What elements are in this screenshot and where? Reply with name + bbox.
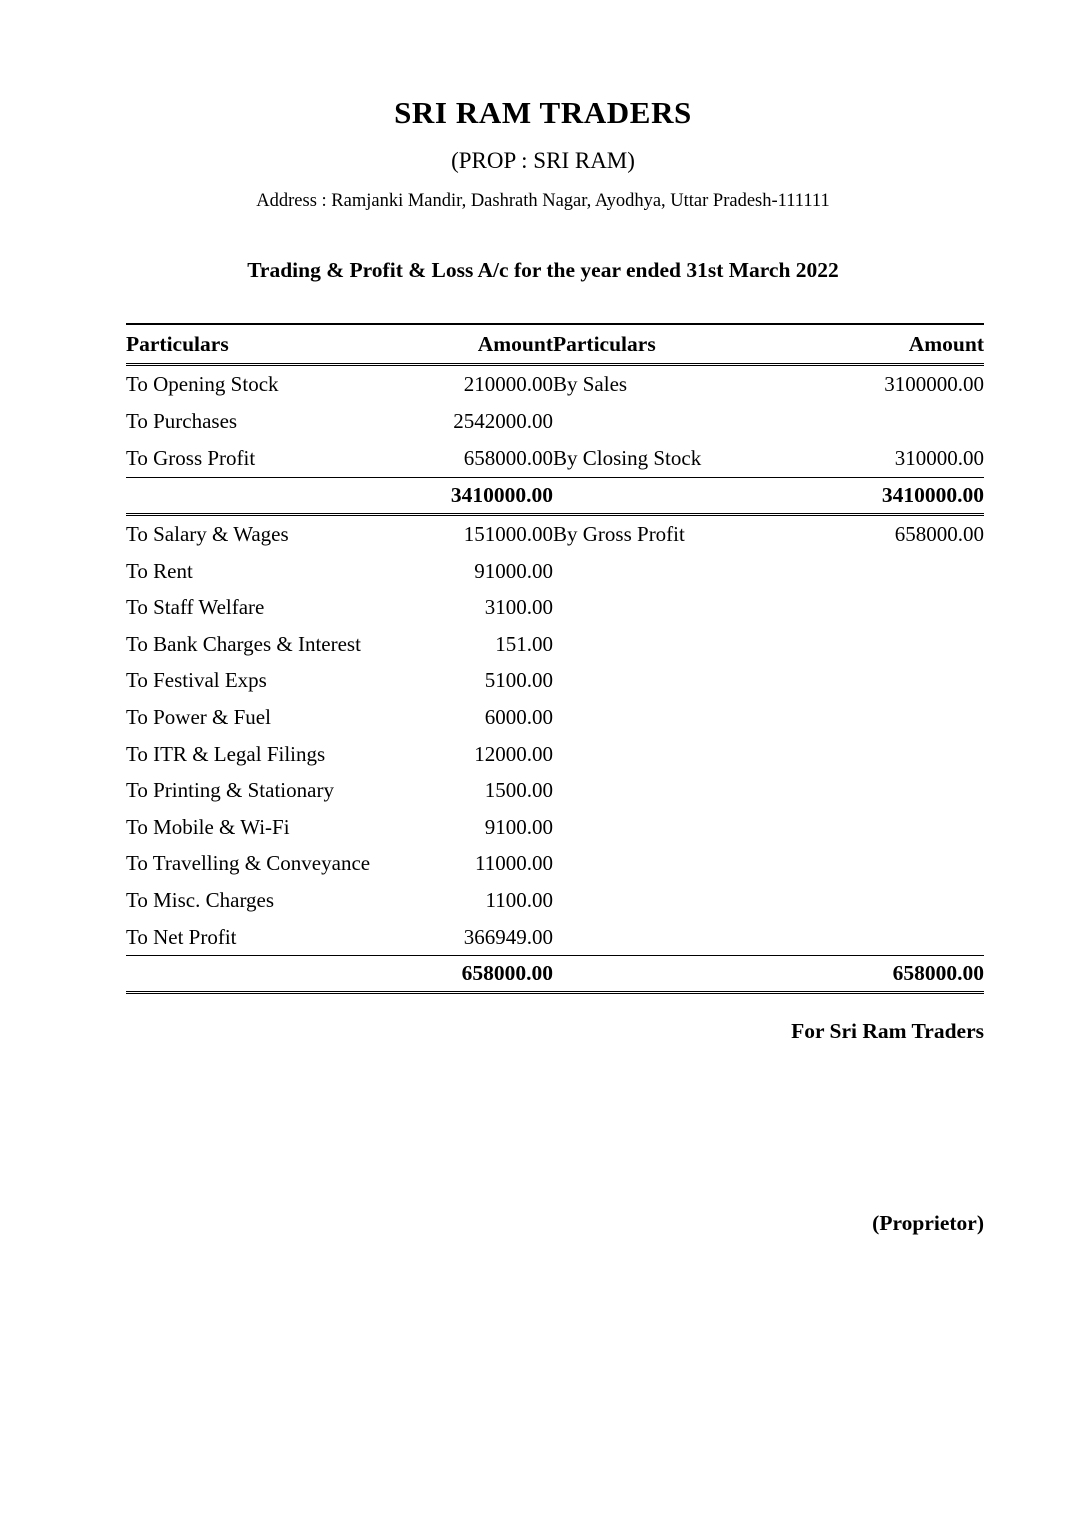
row-amount-credit xyxy=(838,553,984,590)
table-header-row xyxy=(126,324,984,365)
row-amount-credit xyxy=(838,662,984,699)
row-label-debit: To Power & Fuel xyxy=(126,704,271,729)
row-label-debit: To Purchases xyxy=(126,409,238,434)
row-amount-debit: 210000.00 xyxy=(463,372,553,397)
row-label-credit xyxy=(553,589,838,626)
row-label-credit xyxy=(553,699,838,736)
row-amount-credit: 3100000.00 xyxy=(884,372,984,397)
row-label-credit xyxy=(553,403,838,440)
total-label-credit xyxy=(553,956,838,993)
total-label-credit xyxy=(553,477,838,514)
row-label-debit: To ITR & Legal Filings xyxy=(126,741,326,766)
table-row xyxy=(126,440,984,477)
row-label-debit: To Opening Stock xyxy=(126,372,279,397)
row-amount-debit: 658000.00 xyxy=(429,440,553,477)
column-header-particulars-left: Particulars xyxy=(126,324,429,365)
table-row xyxy=(126,403,984,440)
table-row xyxy=(126,589,984,626)
row-amount-credit xyxy=(838,772,984,809)
signature-for-line: For Sri Ram Traders xyxy=(791,1019,984,1043)
row-label-debit: To Gross Profit xyxy=(126,440,429,477)
letterhead xyxy=(0,0,1086,212)
row-amount-debit: 5100.00 xyxy=(484,668,553,693)
row-label-credit xyxy=(553,736,838,773)
row-amount-credit xyxy=(838,809,984,846)
row-label-credit xyxy=(553,553,838,590)
row-amount-debit: 9100.00 xyxy=(484,814,553,839)
ledger-container xyxy=(126,323,984,994)
table-row xyxy=(126,514,984,553)
trading-profit-loss-table xyxy=(126,323,984,994)
row-amount-debit: 6000.00 xyxy=(484,704,553,729)
total-amount-credit: 3410000.00 xyxy=(838,477,984,514)
row-amount-credit: 658000.00 xyxy=(894,521,984,546)
profit-loss-total-row xyxy=(126,956,984,993)
row-amount-debit: 366949.00 xyxy=(429,919,553,956)
table-row xyxy=(126,882,984,919)
row-amount-credit xyxy=(838,919,984,956)
row-amount-debit: 11000.00 xyxy=(475,851,553,876)
row-amount-debit: 3100.00 xyxy=(484,595,553,620)
row-label-credit xyxy=(553,662,838,699)
row-amount-credit xyxy=(838,736,984,773)
row-amount-credit xyxy=(838,699,984,736)
table-row-net-profit xyxy=(126,919,984,956)
row-label-debit: To Salary & Wages xyxy=(126,521,289,546)
table-row xyxy=(126,772,984,809)
row-label-debit: To Festival Exps xyxy=(126,668,267,693)
table-row xyxy=(126,699,984,736)
row-label-credit xyxy=(553,626,838,663)
row-amount-debit: 151.00 xyxy=(495,631,553,656)
column-header-particulars-right: Particulars xyxy=(553,324,838,365)
row-amount-credit xyxy=(838,882,984,919)
statement-title: Trading & Profit & Loss A/c for the year ended 31st March 2022 xyxy=(247,257,839,282)
trading-account-total-row xyxy=(126,477,984,514)
total-label-debit xyxy=(126,956,429,993)
table-row xyxy=(126,736,984,773)
row-amount-debit: 1500.00 xyxy=(484,778,553,803)
total-amount-debit: 3410000.00 xyxy=(429,477,553,514)
table-row xyxy=(126,626,984,663)
table-row xyxy=(126,553,984,590)
row-label-debit: To Bank Charges & Interest xyxy=(126,631,361,656)
table-row xyxy=(126,845,984,882)
row-label-credit: By Sales xyxy=(553,372,628,397)
column-header-amount-left: Amount xyxy=(429,324,553,365)
row-label-credit xyxy=(553,809,838,846)
signature-block xyxy=(0,1020,1086,1235)
row-label-debit: To Travelling & Conveyance xyxy=(126,851,371,876)
row-amount-credit xyxy=(838,845,984,882)
signature-designation: (Proprietor) xyxy=(872,1210,984,1235)
row-label-debit: To Mobile & Wi-Fi xyxy=(126,814,290,839)
total-amount-debit: 658000.00 xyxy=(429,956,553,993)
row-amount-debit: 2542000.00 xyxy=(453,409,553,434)
row-amount-credit xyxy=(838,589,984,626)
row-amount-credit xyxy=(838,626,984,663)
column-header-amount-right: Amount xyxy=(838,324,984,365)
row-label-debit: To Rent xyxy=(126,558,193,583)
row-amount-debit: 1100.00 xyxy=(485,887,553,912)
row-label-credit xyxy=(553,919,838,956)
row-amount-credit xyxy=(838,403,984,440)
row-label-credit: By Gross Profit xyxy=(553,521,685,546)
address-line: Address : Ramjanki Mandir, Dashrath Nagar, Ayodhya, Uttar Pradesh-111111 xyxy=(256,191,830,212)
row-label-credit xyxy=(553,772,838,809)
row-amount-debit: 12000.00 xyxy=(474,741,553,766)
company-name: SRI RAM TRADERS xyxy=(394,95,692,130)
proprietor-line: (PROP : SRI RAM) xyxy=(451,148,635,174)
row-label-debit: To Staff Welfare xyxy=(126,595,265,620)
table-row xyxy=(126,662,984,699)
total-amount-credit: 658000.00 xyxy=(838,956,984,993)
row-amount-debit: 91000.00 xyxy=(474,558,553,583)
row-label-debit: To Printing & Stationary xyxy=(126,778,334,803)
table-row xyxy=(126,809,984,846)
row-label-credit xyxy=(553,882,838,919)
row-amount-credit: 310000.00 xyxy=(838,440,984,477)
row-label-credit: By Closing Stock xyxy=(553,440,838,477)
row-label-debit: To Misc. Charges xyxy=(126,887,275,912)
row-label-debit: To Net Profit xyxy=(126,919,429,956)
row-label-credit xyxy=(553,845,838,882)
table-row xyxy=(126,365,984,404)
row-amount-debit: 151000.00 xyxy=(463,521,553,546)
total-label-debit xyxy=(126,477,429,514)
